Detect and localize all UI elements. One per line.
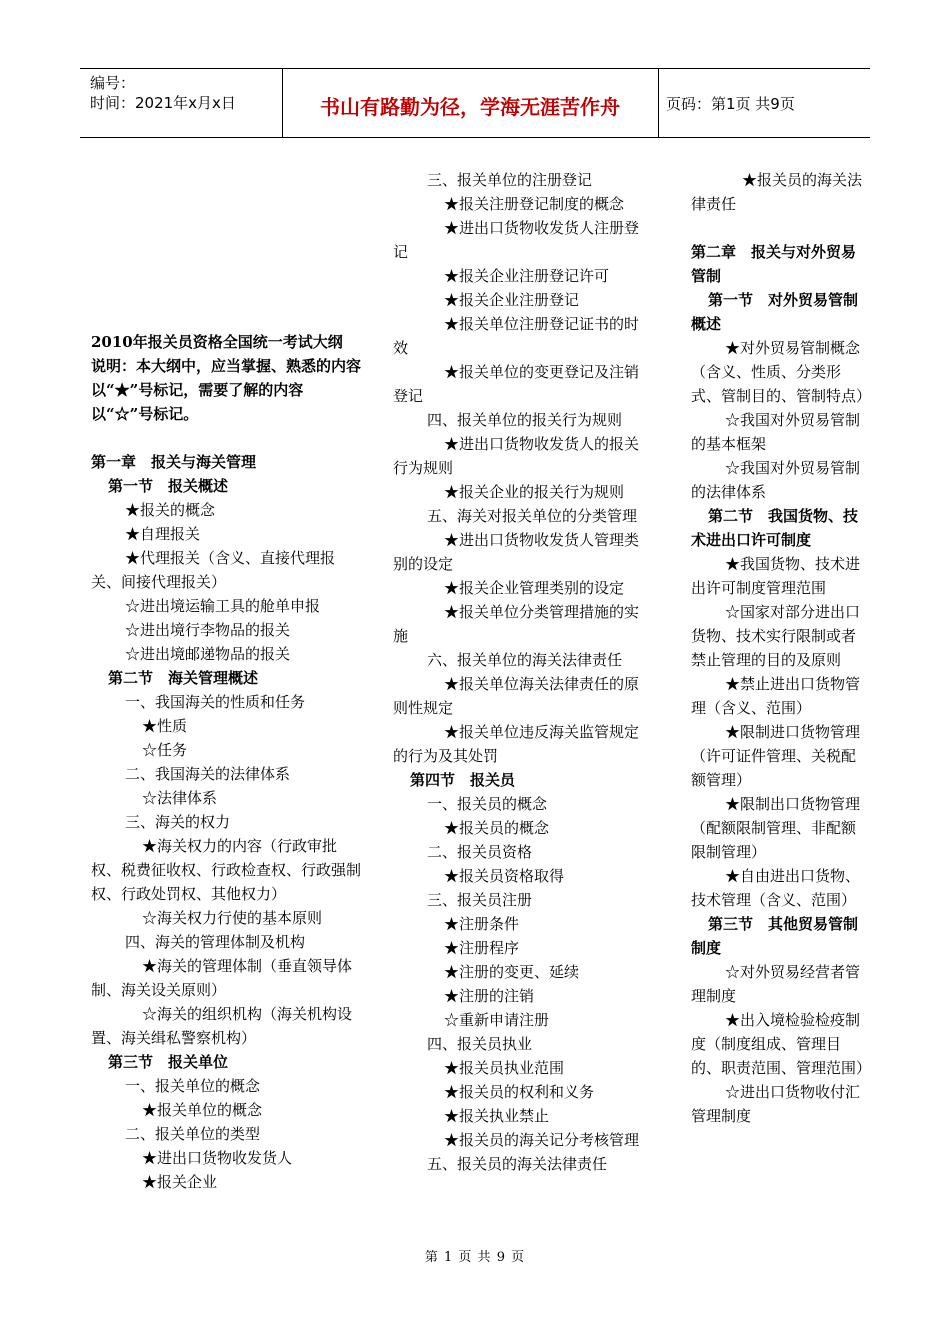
outline-item: 五、海关对报关单位的分类管理 xyxy=(427,507,638,525)
outline-item: ☆进出境邮递物品的报关 xyxy=(125,645,291,663)
outline-item: ★报关员资格取得 xyxy=(444,867,565,885)
outline-item: ★报关员的海关记分考核管理 xyxy=(444,1131,640,1149)
outline-item: 六、报关单位的海关法律责任 xyxy=(427,651,623,669)
outline-item: ☆重新申请注册 xyxy=(444,1011,550,1029)
section-heading: 第一节 报关概述 xyxy=(108,477,229,495)
outline-item: ★报关单位的变更登记及注销登记 xyxy=(393,363,640,405)
header-page-info: 页码：第1页 共9页 xyxy=(666,95,795,113)
outline-item: ★代理报关（含义、直接代理报关、间接代理报关） xyxy=(91,549,336,591)
outline-item: ★报关单位海关法律责任的原则性规定 xyxy=(393,675,640,717)
outline-item: 一、报关单位的概念 xyxy=(125,1077,261,1095)
outline-item: 三、海关的权力 xyxy=(125,813,231,831)
outline-item: ★注册的变更、延续 xyxy=(444,963,580,981)
outline-item: ☆法律体系 xyxy=(142,789,218,807)
section-heading: 2010年报关员资格全国统一考试大纲 xyxy=(91,333,343,351)
outline-item: ★报关单位分类管理措施的实施 xyxy=(393,603,640,645)
outline-item: ★海关的管理体制（垂直领导体制、海关设关原则） xyxy=(91,957,353,999)
blank-line xyxy=(91,426,361,450)
outline-item: ☆进出境运输工具的舱单申报 xyxy=(125,597,321,615)
outline-item: ★报关员的海关法律责任 xyxy=(691,171,863,213)
section-heading: 第三节 其他贸易管制制度 xyxy=(691,915,859,957)
outline-item: ★报关执业禁止 xyxy=(444,1107,550,1125)
outline-item: ★报关企业的报关行为规则 xyxy=(444,483,625,501)
outline-item: ★注册的注销 xyxy=(444,987,535,1005)
outline-item: ★报关企业管理类别的设定 xyxy=(444,579,625,597)
content-column-2 xyxy=(393,168,648,1176)
outline-item: ★限制进口货物管理（许可证件管理、关税配额管理） xyxy=(691,723,861,789)
outline-item: 四、报关员执业 xyxy=(427,1035,533,1053)
outline-item: ★进出口货物收发货人 xyxy=(142,1149,293,1167)
content-column-3 xyxy=(691,168,872,1128)
outline-item: ☆海关权力行使的基本原则 xyxy=(142,909,323,927)
outline-item: 三、报关单位的注册登记 xyxy=(427,171,593,189)
outline-item: 二、报关员资格 xyxy=(427,843,533,861)
outline-item: ★出入境检验检疫制度（制度组成、管理目的、职责范围、管理范围） xyxy=(691,1011,872,1077)
outline-item: 二、我国海关的法律体系 xyxy=(125,765,291,783)
outline-item: ★注册程序 xyxy=(444,939,520,957)
outline-item: ☆国家对部分进出口货物、技术实行限制或者禁止管理的目的及原则 xyxy=(691,603,861,669)
outline-item: ★报关企业注册登记 xyxy=(444,291,580,309)
section-heading: 第三节 报关单位 xyxy=(108,1053,229,1071)
outline-item: ★进出口货物收发货人管理类别的设定 xyxy=(393,531,640,573)
outline-item: ★报关员执业范围 xyxy=(444,1059,565,1077)
document-date-label: 时间：2021年x月x日 xyxy=(90,94,236,112)
outline-item: ★性质 xyxy=(142,717,188,735)
outline-item: ★我国货物、技术进出许可制度管理范围 xyxy=(691,555,861,597)
outline-item: ☆进出口货物收付汇管理制度 xyxy=(691,1083,861,1125)
outline-item: ☆对外贸易经营者管理制度 xyxy=(691,963,861,1005)
outline-item: ★报关注册登记制度的概念 xyxy=(444,195,625,213)
outline-item: ★报关员的概念 xyxy=(444,819,550,837)
outline-item: ★报关的概念 xyxy=(125,501,216,519)
outline-item: ★报关单位注册登记证书的时效 xyxy=(393,315,640,357)
outline-item: 五、报关员的海关法律责任 xyxy=(427,1155,608,1173)
outline-item: ☆我国对外贸易管制的法律体系 xyxy=(691,459,861,501)
document-number-label: 编号： xyxy=(90,74,136,92)
outline-item: 三、报关员注册 xyxy=(427,891,533,909)
section-heading: 第四节 报关员 xyxy=(410,771,516,789)
section-heading: 第二节 我国货物、技术进出口许可制度 xyxy=(691,507,859,549)
outline-item: ★报关员的权利和义务 xyxy=(444,1083,595,1101)
outline-item: 一、报关员的概念 xyxy=(427,795,548,813)
outline-item: ★报关企业注册登记许可 xyxy=(444,267,610,285)
outline-item: 二、报关单位的类型 xyxy=(125,1125,261,1143)
outline-item: ★进出口货物收发货人的报关行为规则 xyxy=(393,435,640,477)
outline-item: ★报关单位的概念 xyxy=(142,1101,263,1119)
section-heading: 第一节 对外贸易管制概述 xyxy=(691,291,859,333)
outline-item: ★对外贸易管制概念（含义、性质、分类形式、管制目的、管制特点） xyxy=(691,339,872,405)
outline-item: ★禁止进出口货物管理（含义、范围） xyxy=(691,675,861,717)
section-heading: 第一章 报关与海关管理 xyxy=(91,453,257,471)
page-header xyxy=(80,68,870,138)
outline-item: 四、海关的管理体制及机构 xyxy=(125,933,306,951)
outline-item: ☆进出境行李物品的报关 xyxy=(125,621,291,639)
header-motto: 书山有路勤为径，学海无涯苦作舟 xyxy=(320,95,620,119)
header-divider-right xyxy=(658,69,659,137)
section-heading: 说明：本大纲中，应当掌握、熟悉的内容以“★”号标记，需要了解的内容以“☆”号标记。 xyxy=(91,357,362,423)
header-meta xyxy=(90,73,236,113)
content-column-1 xyxy=(91,330,361,1194)
outline-item: 一、我国海关的性质和任务 xyxy=(125,693,306,711)
section-heading: 第二章 报关与对外贸易管制 xyxy=(691,243,857,285)
outline-item: ☆海关的组织机构（海关机构设置、海关缉私警察机构） xyxy=(91,1005,353,1047)
outline-item: ★自由进出口货物、技术管理（含义、范围） xyxy=(691,867,861,909)
outline-item: ☆我国对外贸易管制的基本框架 xyxy=(691,411,861,453)
outline-item: ★报关企业 xyxy=(142,1173,218,1191)
outline-item: ★海关权力的内容（行政审批权、税费征收权、行政检查权、行政强制权、行政处罚权、其他权力） xyxy=(91,837,362,903)
outline-item: ★报关单位违反海关监管规定的行为及其处罚 xyxy=(393,723,640,765)
outline-item: ★限制出口货物管理（配额限制管理、非配额限制管理） xyxy=(691,795,861,861)
outline-item: ☆任务 xyxy=(142,741,188,759)
blank-line xyxy=(691,216,867,240)
section-heading: 第二节 海关管理概述 xyxy=(108,669,259,687)
outline-item: ★自理报关 xyxy=(125,525,201,543)
outline-item: ★进出口货物收发货人注册登记 xyxy=(393,219,640,261)
outline-item: 四、报关单位的报关行为规则 xyxy=(427,411,623,429)
page-footer: 第 1 页 共 9 页 xyxy=(424,1250,526,1265)
outline-item: ★注册条件 xyxy=(444,915,520,933)
